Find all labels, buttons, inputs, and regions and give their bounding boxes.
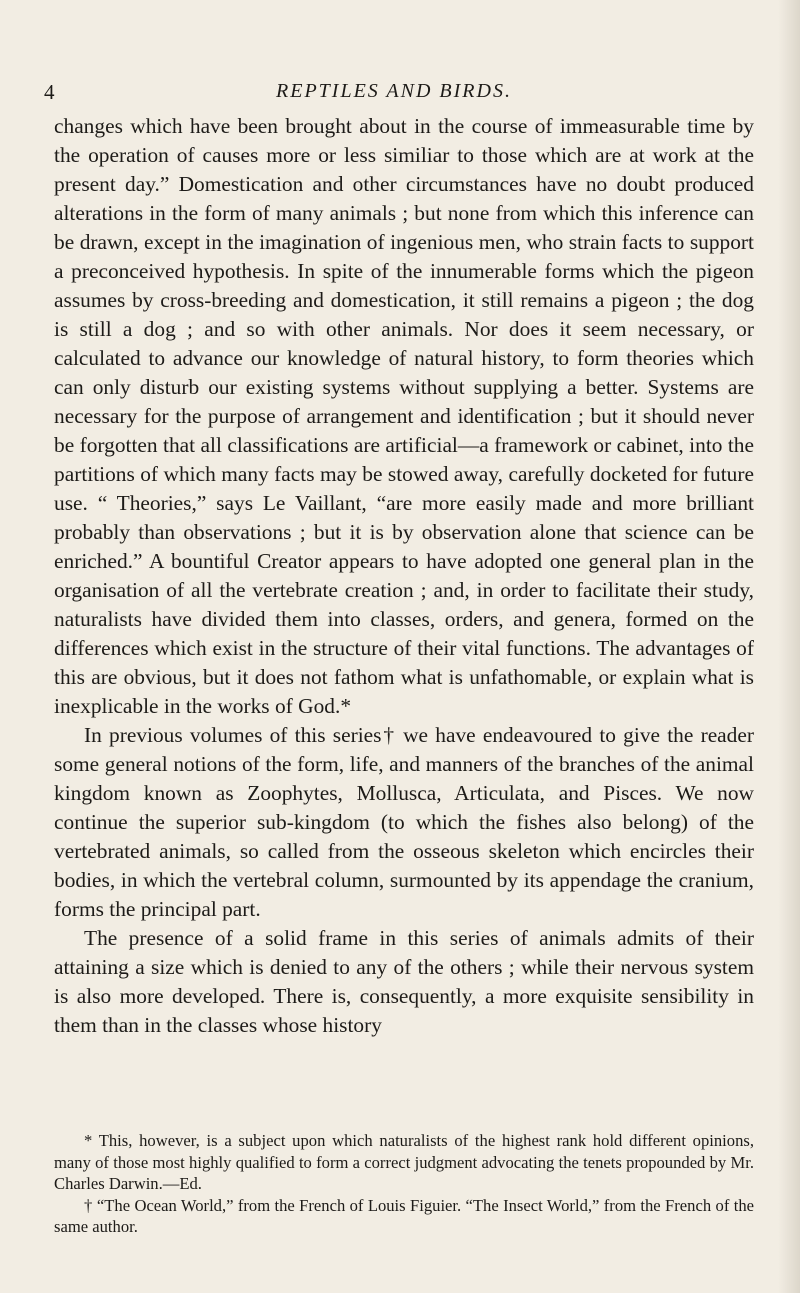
paragraph: changes which have been brought about in the course of immeasurable time by the operation of causes more or less similiar to those which are at work at the present day.” Domestication and other circumstances have no doubt produced alterations in the form of many animals ; but none from which this inference can be drawn, except in the imagination of ingenious men, who strain facts to support a preconceived hypothesis. In spite of the innumerable forms which the pigeon assumes by cross-breeding and domestication, it still remains a pigeon ; the dog is still a dog ; and so with other animals. Nor does it seem necessary, or calculated to advance our knowledge of natural history, to form theories which can only disturb our existing systems without supplying a better. Systems are necessary for the purpose of arrangement and identification ; but it should never be forgotten that all classifications are artificial—a framework or cabinet, into the partitions of which many facts may be stowed away, carefully docketed for future use. “ Theories,” says Le Vaillant, “are more easily made and more brilliant probably than observations ; but it is by observation alone that science can be enriched.” A bountiful Creator appears to have adopted one general plan in the organisation of all the vertebrate creation ; and, in order to facilitate their study, naturalists have divided them into classes, orders, and genera, formed on the differences which exist in the structure of their vital functions. The advantages of this are obvious, but it does not fathom what is unfathomable, or explain what is inexplicable in the works of God.* xyxy=(54,114,754,718)
running-head: REPTILES AND BIRDS. xyxy=(276,80,512,102)
body-text xyxy=(54,112,754,1040)
page-number: 4 xyxy=(44,80,55,104)
footnote: † “The Ocean World,” from the French of Louis Figuier. “The Insect World,” from the French of the same author. xyxy=(54,1195,754,1236)
paragraph: The presence of a solid frame in this series of animals admits of their attaining a size which is denied to any of the others ; while their nervous system is also more developed. There is, consequently, a more exquisite sensibility in them than in the classes whose history xyxy=(54,926,754,1037)
page-edge-shadow xyxy=(778,0,800,1293)
footnote: * This, however, is a subject upon which naturalists of the highest rank hold different opinions, many of those most highly qualified to form a correct judgment advocating the tenets propounded by Mr. Charles Darwin.—Ed. xyxy=(54,1131,754,1193)
page-header xyxy=(44,80,744,110)
paragraph: In previous volumes of this series† we have endeavoured to give the reader some general notions of the form, life, and manners of the branches of the animal kingdom known as Zoophytes, Mollusca, Articulata, and Pisces. We now continue the superior sub-kingdom (to which the fishes also belong) of the vertebrated animals, so called from the osseous skeleton which encircles their bodies, in which the vertebral column, surmounted by its appendage the cranium, forms the principal part. xyxy=(54,723,754,921)
footnotes xyxy=(54,1130,754,1238)
